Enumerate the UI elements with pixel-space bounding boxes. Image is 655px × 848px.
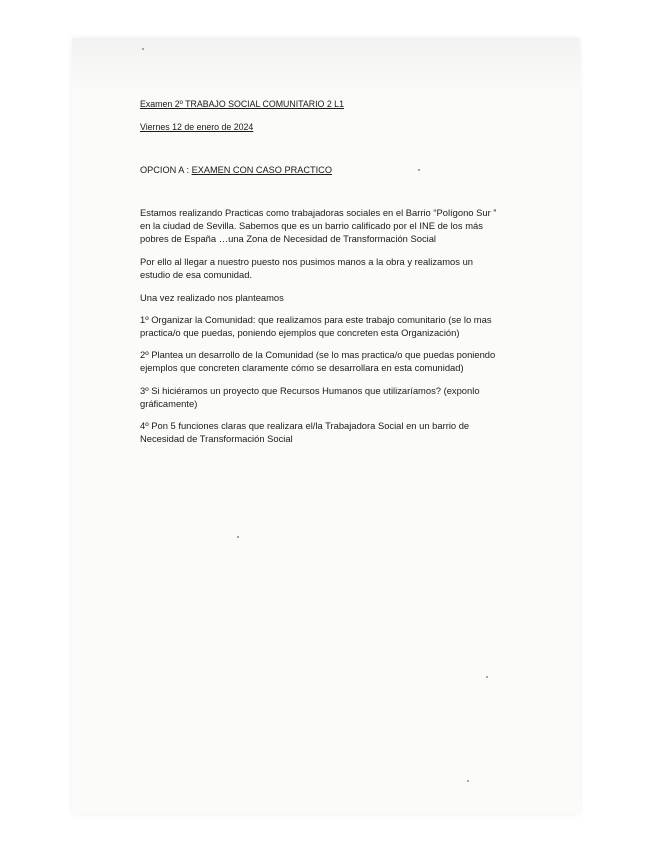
context-paragraph xyxy=(140,255,540,281)
intro-line: pobres de España …una Zona de Necesidad de Transformación Social xyxy=(140,233,437,245)
question-1 xyxy=(140,313,540,339)
question-line: 1º Organizar la Comunidad: que realizamos para este trabajo comunitario (se lo mas xyxy=(140,313,492,325)
question-line: 4º Pon 5 funciones claras que realizara el/la Trabajadora Social en un barrio de xyxy=(140,420,470,432)
context-line: estudio de esa comunidad. xyxy=(140,269,253,281)
option-title: EXAMEN CON CASO PRACTICO xyxy=(191,165,332,176)
question-line: 3º Si hiciéramos un proyecto que Recursos Humanos que utilizaríamos? (exponlo xyxy=(140,384,480,396)
question-3 xyxy=(140,384,540,410)
exam-page xyxy=(72,38,580,814)
intro-line: Estamos realizando Practicas como trabajadoras sociales en el Barrio “Polígono Sur ” xyxy=(140,206,497,218)
scan-speck xyxy=(237,536,239,538)
lead-line: Una vez realizado nos planteamos xyxy=(140,291,284,303)
option-prefix: OPCION A : xyxy=(140,165,192,176)
question-line: gráficamente) xyxy=(140,397,198,409)
exam-content xyxy=(140,98,540,454)
intro-paragraph xyxy=(140,206,540,246)
context-line: Por ello al llegar a nuestro puesto nos pusimos manos a la obra y realizamos un xyxy=(140,256,473,268)
question-4 xyxy=(140,419,540,445)
exam-course-title: Examen 2º TRABAJO SOCIAL COMUNITARIO 2 L1 xyxy=(140,99,344,109)
question-line: Necesidad de Transformación Social xyxy=(140,433,293,445)
intro-line: en la ciudad de Sevilla. Sabemos que es un barrio calificado por el INE de los más xyxy=(140,219,483,231)
exam-date: Viernes 12 de enero de 2024 xyxy=(140,122,254,133)
question-line: practica/o que puedas, poniendo ejemplos que concreten esta Organización) xyxy=(140,327,460,339)
lead-paragraph xyxy=(140,291,540,304)
exam-option xyxy=(140,164,540,177)
scan-speck xyxy=(486,676,488,678)
scan-speck xyxy=(142,48,144,50)
question-line: ejemplos que concreten claramente cómo se desarrollara en esta comunidad) xyxy=(140,362,464,374)
question-line: 2º Plantea un desarrollo de la Comunidad (se lo mas practica/o que puedas poniendo xyxy=(140,349,496,361)
scan-speck xyxy=(467,780,469,782)
question-2 xyxy=(140,348,540,374)
scan-speck xyxy=(418,169,420,171)
